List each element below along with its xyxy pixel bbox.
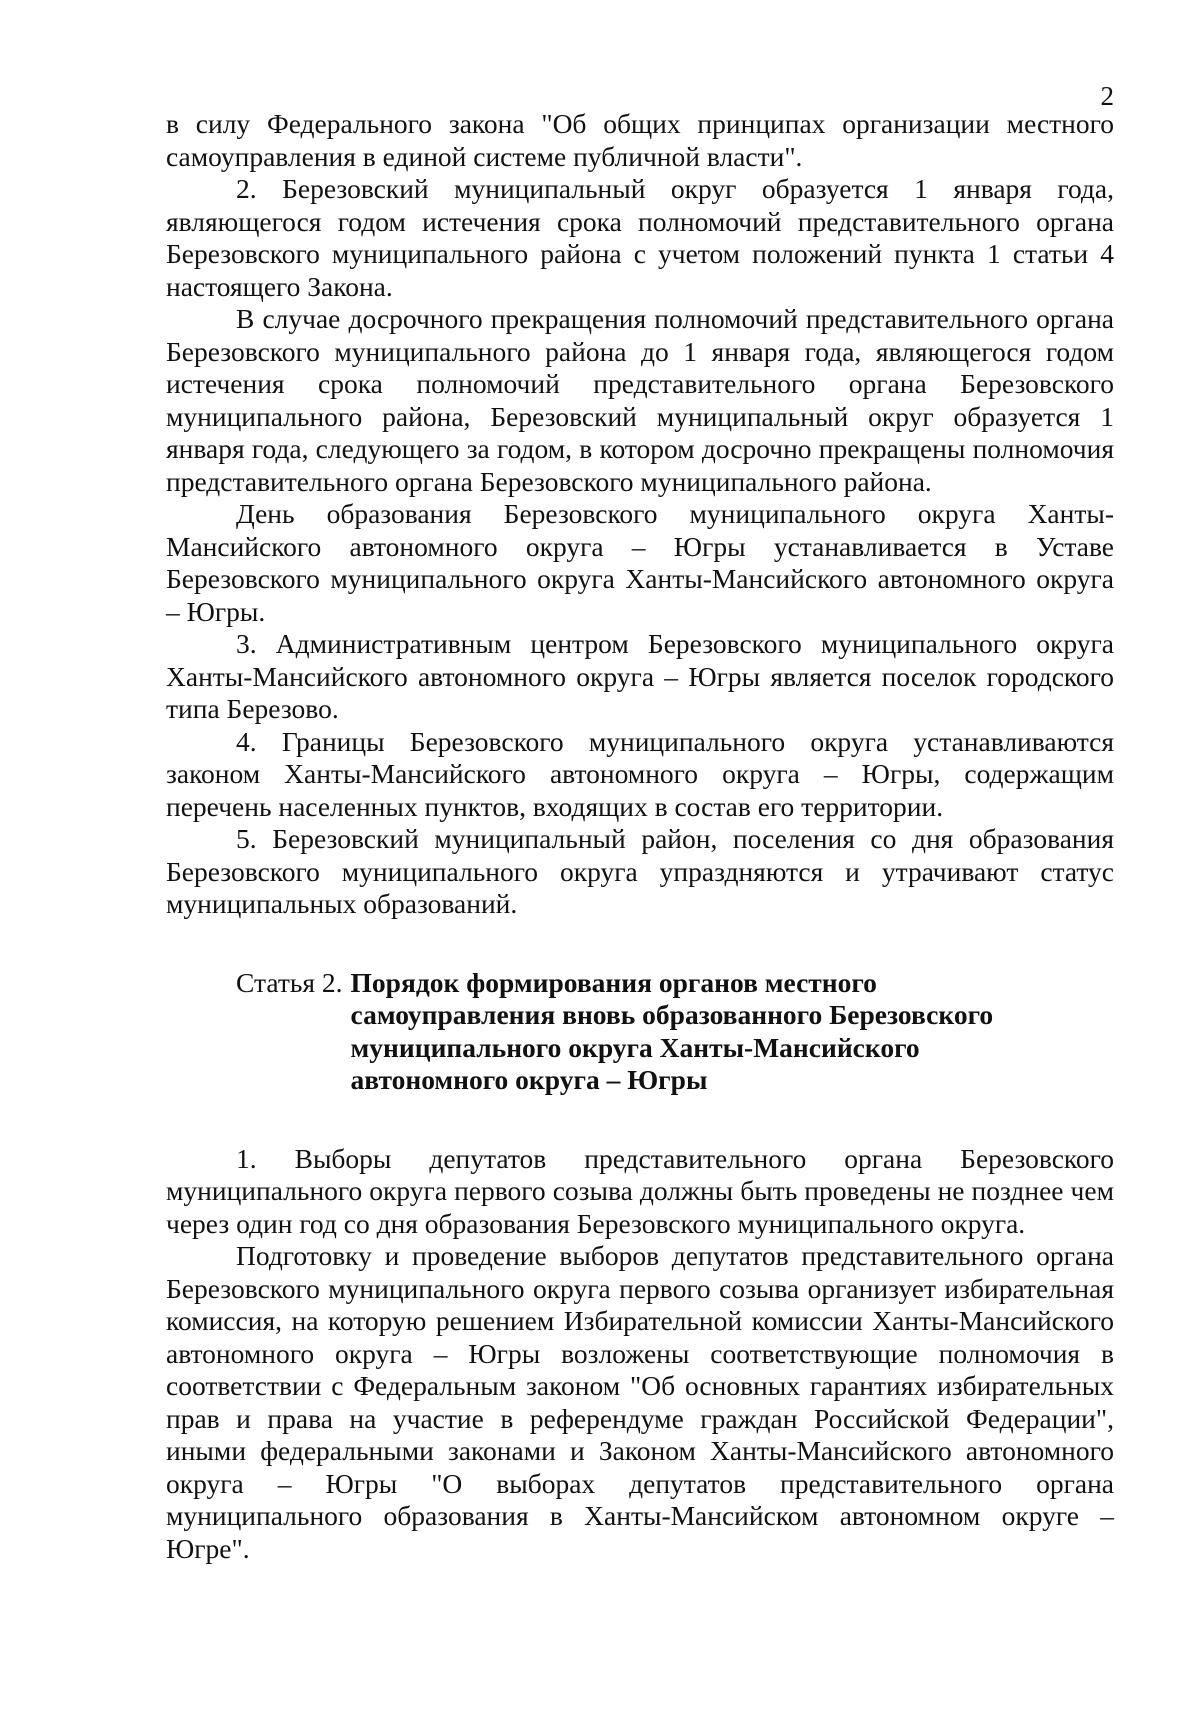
paragraph-continuation: в силу Федерального закона "Об общих принципах организации местного самоуправления в единой системе публичной власти". (166, 108, 1114, 172)
paragraph-formation-day: День образования Березовского муниципального округа Ханты-Мансийского автономного округа – Югры устанавливается в Уставе Березовского муниципального округа Ханты-Мансийского автономного округа – Югры. (166, 498, 1114, 627)
article-label: Статья 2. (236, 966, 343, 998)
paragraph-early-termination: В случае досрочного прекращения полномочий представительного органа Березовского муниципального района до 1 января года, являющегося годом истечения срока полномочий представительного органа Березовского муниципального района, Березовский муниципальный округ образуется 1 января года, следующего за годом, в котором досрочно прекращены полномочия представительного органа Березовского муниципального района. (166, 303, 1114, 497)
document-body (166, 108, 1114, 1565)
paragraph-item-2: 2. Березовский муниципальный округ образуется 1 января года, являющегося годом истечения срока полномочий представительного органа Березовского муниципального района с учетом положений пункта 1 статьи 4 настоящего Закона. (166, 173, 1114, 302)
article-heading (166, 967, 1114, 1097)
paragraph-item-3: 3. Административным центром Березовского муниципального округа Ханты-Мансийского автономного округа – Югры является поселок городского типа Березово. (166, 628, 1114, 724)
paragraph-item-4: 4. Границы Березовского муниципального округа устанавливаются законом Ханты-Мансийского автономного округа – Югры, содержащим перечень населенных пунктов, входящих в состав его территории. (166, 725, 1114, 822)
paragraph-item-5: 5. Березовский муниципальный район, поселения со дня образования Березовского муниципального округа упраздняются и утрачивают статус муниципальных образований. (166, 823, 1114, 919)
page-number: 2 (1100, 81, 1114, 111)
paragraph-elections-item-1: 1. Выборы депутатов представительного органа Березовского муниципального округа первого созыва должны быть проведены не позднее чем через один год со дня образования Березовского муниципального округа. (166, 1142, 1114, 1239)
article-title: Порядок формирования органов местного самоуправления вновь образованного Березовского муниципального округа Ханты-Мансийского автономного округа – Югры (350, 966, 994, 1095)
paragraph-elections-organization: Подготовку и проведение выборов депутатов представительного органа Березовского муниципального округа первого созыва организует избирательная комиссия, на которую решением Избирательной комиссии Ханты-Мансийского автономного округа – Югры возложены соответствующие полномочия в соответствии с Федеральным законом "Об основных гарантиях избирательных прав и права на участие в референдуме граждан Российской Федерации", иными федеральными законами и Законом Ханты-Мансийского автономного округа – Югры "О выборах депутатов представительного органа муниципального образования в Ханты-Мансийском автономном округе – Югре". (166, 1240, 1114, 1564)
